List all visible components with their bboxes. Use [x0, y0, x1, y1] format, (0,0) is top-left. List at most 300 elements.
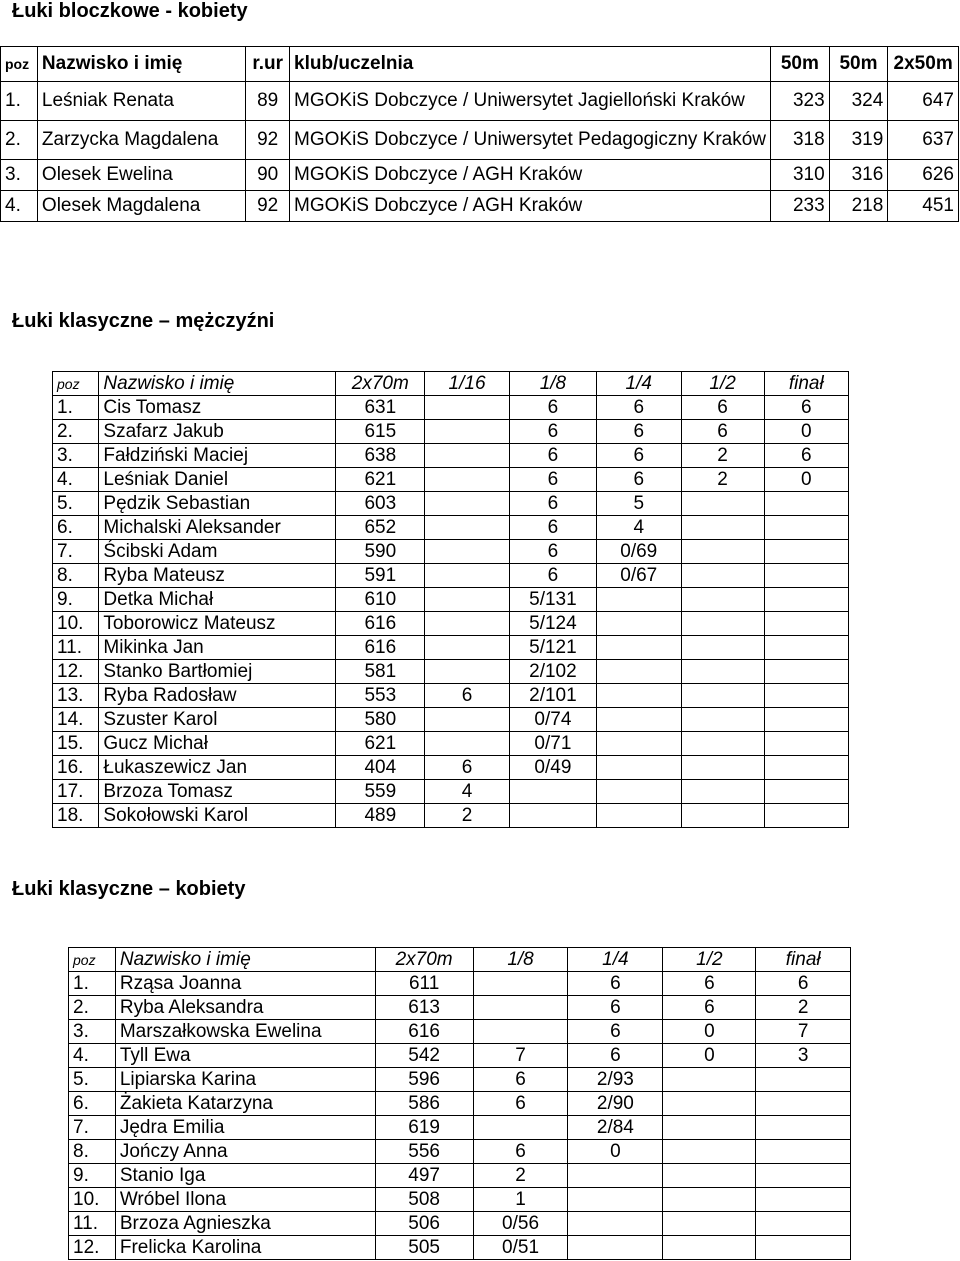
table-cell: MGOKiS Dobczyce / Uniwersytet Pedagogiczny Kraków	[290, 121, 771, 160]
table-cell: 4	[596, 516, 681, 540]
table-cell: 647	[888, 82, 959, 121]
table-cell: 17.	[53, 780, 99, 804]
table-cell: 6	[509, 444, 596, 468]
table-cell: 6	[509, 492, 596, 516]
table-cell: 6	[681, 420, 764, 444]
table-cell	[764, 732, 849, 756]
table-cell: 4.	[1, 191, 38, 222]
table-cell: 7.	[69, 1116, 116, 1140]
table-cell	[681, 516, 764, 540]
table-cell	[473, 996, 568, 1020]
table-cell: 4	[425, 780, 510, 804]
table-cell	[425, 492, 510, 516]
table-cell: 6	[756, 972, 851, 996]
table-cell: 2/93	[568, 1068, 663, 1092]
table-cell	[681, 564, 764, 588]
table-row	[53, 780, 849, 804]
table-cell: 556	[375, 1140, 473, 1164]
table-cell	[681, 804, 764, 828]
header-cell: 1/4	[596, 372, 681, 396]
header-cell: poz	[1, 47, 38, 82]
table-cell: 6	[596, 444, 681, 468]
table-cell: 0/51	[473, 1236, 568, 1260]
table-cell	[681, 636, 764, 660]
table-cell: 2.	[69, 996, 116, 1020]
table-cell: Detka Michał	[99, 588, 336, 612]
table-cell: 615	[336, 420, 425, 444]
table-cell	[596, 756, 681, 780]
table-cell	[764, 636, 849, 660]
table-cell	[509, 804, 596, 828]
table-cell: Tyll Ewa	[115, 1044, 375, 1068]
table-cell: 603	[336, 492, 425, 516]
table-row	[69, 1236, 851, 1260]
table-cell: 6	[663, 996, 756, 1020]
table-cell: 586	[375, 1092, 473, 1116]
table-cell: 0	[663, 1044, 756, 1068]
table-row	[69, 996, 851, 1020]
table-cell: 6.	[69, 1092, 116, 1116]
table-cell: 8.	[69, 1140, 116, 1164]
table-cell	[425, 564, 510, 588]
table-cell: 10.	[69, 1188, 116, 1212]
table-cell: 611	[375, 972, 473, 996]
table-cell: 2/102	[509, 660, 596, 684]
table-cell: 497	[375, 1164, 473, 1188]
table-cell	[425, 636, 510, 660]
table-cell: 6	[764, 444, 849, 468]
table-cell: 489	[336, 804, 425, 828]
table-cell: 505	[375, 1236, 473, 1260]
table-cell: 9.	[69, 1164, 116, 1188]
table-cell: Leśniak Renata	[37, 82, 245, 121]
table-row	[53, 516, 849, 540]
table-cell: 631	[336, 396, 425, 420]
table-cell: 2/90	[568, 1092, 663, 1116]
table-cell: Żakieta Katarzyna	[115, 1092, 375, 1116]
table-cell	[756, 1092, 851, 1116]
table-cell	[764, 540, 849, 564]
table-cell	[425, 612, 510, 636]
table-row	[53, 444, 849, 468]
table-cell: 619	[375, 1116, 473, 1140]
section-title-suffix: mężczyźni	[175, 310, 275, 332]
section-title-recurve-men	[12, 310, 274, 333]
table-cell	[425, 732, 510, 756]
table-cell: 613	[375, 996, 473, 1020]
table-cell: 0/74	[509, 708, 596, 732]
table-header-row	[69, 948, 851, 972]
table-cell: 6	[473, 1092, 568, 1116]
table-cell: 6	[568, 1044, 663, 1068]
table-cell: 616	[336, 636, 425, 660]
table-row	[1, 191, 959, 222]
header-cell: Nazwisko i imię	[115, 948, 375, 972]
table-cell: 7	[756, 1020, 851, 1044]
header-cell: finał	[764, 372, 849, 396]
table-row	[1, 160, 959, 191]
table-cell: 14.	[53, 708, 99, 732]
table-cell	[756, 1140, 851, 1164]
table-row	[69, 1020, 851, 1044]
table-row	[53, 564, 849, 588]
table-cell: Leśniak Daniel	[99, 468, 336, 492]
table-cell: Lipiarska Karina	[115, 1068, 375, 1092]
table-cell: 90	[246, 160, 290, 191]
table-cell: 6	[425, 684, 510, 708]
section-title-prefix: Łuki klasyczne	[12, 878, 154, 900]
section-title-suffix: kobiety	[175, 878, 246, 900]
table-cell	[425, 588, 510, 612]
table-cell: 559	[336, 780, 425, 804]
header-cell: 2x70m	[336, 372, 425, 396]
table-cell: 6	[568, 996, 663, 1020]
table-cell: 1.	[53, 396, 99, 420]
table-cell: Ścibski Adam	[99, 540, 336, 564]
table-row	[53, 708, 849, 732]
table-row	[53, 396, 849, 420]
table-row	[53, 540, 849, 564]
table-cell: 451	[888, 191, 959, 222]
table-cell	[473, 1020, 568, 1044]
table-row	[1, 121, 959, 160]
table-cell: 596	[375, 1068, 473, 1092]
table-cell: 318	[771, 121, 830, 160]
table-row	[53, 756, 849, 780]
table-cell: 5/121	[509, 636, 596, 660]
table-row	[69, 972, 851, 996]
table-cell: 6	[473, 1140, 568, 1164]
header-cell: poz	[53, 372, 99, 396]
table-cell: Frelicka Karolina	[115, 1236, 375, 1260]
table-cell	[663, 1212, 756, 1236]
section-title-recurve-women	[12, 878, 245, 901]
header-cell: 2x70m	[375, 948, 473, 972]
results-table-compound-women	[0, 46, 959, 222]
table-cell	[425, 444, 510, 468]
table-cell	[681, 540, 764, 564]
table-cell: 616	[375, 1020, 473, 1044]
table-cell: 316	[829, 160, 888, 191]
table-cell: 11.	[69, 1212, 116, 1236]
table-cell: 6	[509, 420, 596, 444]
table-cell: 6	[509, 396, 596, 420]
table-cell: 404	[336, 756, 425, 780]
header-cell: 1/8	[473, 948, 568, 972]
table-cell: 3.	[69, 1020, 116, 1044]
table-cell	[596, 732, 681, 756]
table-cell: Jończy Anna	[115, 1140, 375, 1164]
table-cell: 1.	[1, 82, 38, 121]
table-cell	[596, 660, 681, 684]
table-cell: 616	[336, 612, 425, 636]
table-row	[69, 1212, 851, 1236]
header-cell: 50m	[829, 47, 888, 82]
table-cell	[663, 1140, 756, 1164]
table-cell	[596, 804, 681, 828]
table-cell: 610	[336, 588, 425, 612]
header-cell: 1/4	[568, 948, 663, 972]
table-cell	[764, 492, 849, 516]
table-row	[69, 1188, 851, 1212]
table-row	[69, 1044, 851, 1068]
table-cell	[663, 1236, 756, 1260]
table-row	[1, 82, 959, 121]
table-cell	[663, 1164, 756, 1188]
table-cell: 638	[336, 444, 425, 468]
table-cell	[663, 1092, 756, 1116]
table-cell	[596, 780, 681, 804]
table-cell: 323	[771, 82, 830, 121]
table-cell: 2	[681, 444, 764, 468]
table-cell: 324	[829, 82, 888, 121]
table-cell: 6	[473, 1068, 568, 1092]
table-cell	[681, 612, 764, 636]
table-cell	[425, 708, 510, 732]
section-title-sep: –	[153, 310, 176, 332]
table-cell: Szafarz Jakub	[99, 420, 336, 444]
table-row	[69, 1068, 851, 1092]
table-cell: Toborowicz Mateusz	[99, 612, 336, 636]
table-cell: 2	[425, 804, 510, 828]
table-cell	[425, 660, 510, 684]
table-cell	[663, 1068, 756, 1092]
header-cell: 1/16	[425, 372, 510, 396]
table-cell: Wróbel Ilona	[115, 1188, 375, 1212]
table-row	[53, 468, 849, 492]
table-cell: 2.	[1, 121, 38, 160]
table-cell	[764, 588, 849, 612]
table-cell: 6	[596, 468, 681, 492]
table-cell	[568, 1164, 663, 1188]
table-cell	[663, 1188, 756, 1212]
table-cell: Gucz Michał	[99, 732, 336, 756]
table-cell: 6.	[53, 516, 99, 540]
table-cell: 233	[771, 191, 830, 222]
table-cell: 0/49	[509, 756, 596, 780]
table-cell: 310	[771, 160, 830, 191]
header-cell: Nazwisko i imię	[99, 372, 336, 396]
table-cell	[681, 492, 764, 516]
table-cell: 508	[375, 1188, 473, 1212]
header-cell: 1/8	[509, 372, 596, 396]
table-cell	[756, 1188, 851, 1212]
header-cell: r.ur	[246, 47, 290, 82]
table-cell: 590	[336, 540, 425, 564]
table-row	[53, 660, 849, 684]
table-cell	[663, 1116, 756, 1140]
table-cell: 0	[663, 1020, 756, 1044]
table-cell	[681, 684, 764, 708]
table-cell: 2	[681, 468, 764, 492]
table-cell: Ryba Mateusz	[99, 564, 336, 588]
table-cell: 0/69	[596, 540, 681, 564]
table-cell: 553	[336, 684, 425, 708]
table-cell	[596, 684, 681, 708]
table-cell: Mikinka Jan	[99, 636, 336, 660]
table-cell: 0/67	[596, 564, 681, 588]
table-cell	[681, 660, 764, 684]
table-cell: 7.	[53, 540, 99, 564]
table-row	[53, 732, 849, 756]
table-cell: Ryba Aleksandra	[115, 996, 375, 1020]
table-cell: 580	[336, 708, 425, 732]
table-row	[69, 1140, 851, 1164]
table-row	[69, 1164, 851, 1188]
table-cell	[756, 1164, 851, 1188]
table-cell: 6	[596, 396, 681, 420]
table-cell	[596, 636, 681, 660]
table-cell: 6	[509, 540, 596, 564]
table-cell: Cis Tomasz	[99, 396, 336, 420]
table-cell: 0	[764, 468, 849, 492]
table-cell: 5.	[53, 492, 99, 516]
table-cell: 542	[375, 1044, 473, 1068]
table-cell: Zarzycka Magdalena	[37, 121, 245, 160]
table-cell	[425, 396, 510, 420]
table-cell: 15.	[53, 732, 99, 756]
header-cell: Nazwisko i imię	[37, 47, 245, 82]
table-cell: 6	[663, 972, 756, 996]
table-cell: 506	[375, 1212, 473, 1236]
table-cell: Fałdziński Maciej	[99, 444, 336, 468]
table-cell: 2/84	[568, 1116, 663, 1140]
table-cell: 637	[888, 121, 959, 160]
table-cell: Jędra Emilia	[115, 1116, 375, 1140]
table-cell	[568, 1188, 663, 1212]
table-cell: Rząsa Joanna	[115, 972, 375, 996]
table-cell: Brzoza Tomasz	[99, 780, 336, 804]
table-cell	[764, 756, 849, 780]
table-cell	[756, 1236, 851, 1260]
table-cell	[764, 660, 849, 684]
table-cell	[681, 780, 764, 804]
table-cell: Szuster Karol	[99, 708, 336, 732]
table-cell: Olesek Magdalena	[37, 191, 245, 222]
table-cell: 591	[336, 564, 425, 588]
table-cell	[681, 588, 764, 612]
table-row	[53, 684, 849, 708]
table-cell	[473, 1116, 568, 1140]
table-cell	[596, 588, 681, 612]
table-cell: 581	[336, 660, 425, 684]
table-row	[69, 1092, 851, 1116]
section-title-compound-women: Łuki bloczkowe - kobiety	[12, 0, 248, 22]
header-cell: 50m	[771, 47, 830, 82]
table-cell: Stanio Iga	[115, 1164, 375, 1188]
table-cell: 11.	[53, 636, 99, 660]
table-cell: 626	[888, 160, 959, 191]
table-cell: 0/71	[509, 732, 596, 756]
table-cell	[596, 708, 681, 732]
table-cell: 3.	[1, 160, 38, 191]
table-cell: 5/131	[509, 588, 596, 612]
table-cell: MGOKiS Dobczyce / AGH Kraków	[290, 160, 771, 191]
table-cell: Brzoza Agnieszka	[115, 1212, 375, 1236]
table-cell: Stanko Bartłomiej	[99, 660, 336, 684]
table-header-row	[53, 372, 849, 396]
table-cell: 319	[829, 121, 888, 160]
section-title-prefix: Łuki klasyczne	[12, 310, 154, 332]
table-cell: Łukaszewicz Jan	[99, 756, 336, 780]
table-cell	[681, 708, 764, 732]
table-cell: 6	[681, 396, 764, 420]
table-cell: 1.	[69, 972, 116, 996]
table-cell	[764, 780, 849, 804]
header-cell: poz	[69, 948, 116, 972]
header-cell: 1/2	[681, 372, 764, 396]
table-cell: 8.	[53, 564, 99, 588]
table-cell: 2	[473, 1164, 568, 1188]
table-cell: 7	[473, 1044, 568, 1068]
table-cell: 218	[829, 191, 888, 222]
header-cell: 1/2	[663, 948, 756, 972]
table-cell: 6	[764, 396, 849, 420]
table-row	[53, 420, 849, 444]
header-cell: klub/uczelnia	[290, 47, 771, 82]
table-cell	[764, 564, 849, 588]
table-cell: 652	[336, 516, 425, 540]
table-cell	[425, 516, 510, 540]
table-cell: 4.	[69, 1044, 116, 1068]
table-cell: 621	[336, 732, 425, 756]
table-cell	[568, 1236, 663, 1260]
table-cell	[425, 540, 510, 564]
table-cell: 18.	[53, 804, 99, 828]
table-cell	[596, 612, 681, 636]
table-cell: 6	[568, 1020, 663, 1044]
table-cell: 6	[568, 972, 663, 996]
table-cell: 1	[473, 1188, 568, 1212]
table-header-row	[1, 47, 959, 82]
table-cell: MGOKiS Dobczyce / Uniwersytet Jagielloński Kraków	[290, 82, 771, 121]
table-cell	[764, 516, 849, 540]
table-cell: 2/101	[509, 684, 596, 708]
table-row	[53, 612, 849, 636]
table-cell: 5.	[69, 1068, 116, 1092]
table-cell: 6	[509, 516, 596, 540]
table-cell: Michalski Aleksander	[99, 516, 336, 540]
table-cell: 9.	[53, 588, 99, 612]
results-table-recurve-women	[68, 947, 851, 1260]
table-cell: 621	[336, 468, 425, 492]
table-cell: Ryba Radosław	[99, 684, 336, 708]
table-cell: 92	[246, 191, 290, 222]
table-cell	[756, 1116, 851, 1140]
table-row	[53, 804, 849, 828]
table-cell	[509, 780, 596, 804]
table-cell	[756, 1212, 851, 1236]
results-table-recurve-men	[52, 371, 849, 828]
table-cell	[425, 468, 510, 492]
table-cell: 6	[509, 468, 596, 492]
table-cell: 2.	[53, 420, 99, 444]
table-cell	[764, 612, 849, 636]
table-cell	[756, 1068, 851, 1092]
table-cell: 3.	[53, 444, 99, 468]
table-cell: 13.	[53, 684, 99, 708]
table-cell	[473, 972, 568, 996]
section-title-sep: –	[153, 878, 176, 900]
table-cell	[425, 420, 510, 444]
table-cell: 12.	[69, 1236, 116, 1260]
table-cell: Pędzik Sebastian	[99, 492, 336, 516]
table-cell: 16.	[53, 756, 99, 780]
table-cell: 0/56	[473, 1212, 568, 1236]
table-cell: 3	[756, 1044, 851, 1068]
table-cell: Olesek Ewelina	[37, 160, 245, 191]
header-cell: finał	[756, 948, 851, 972]
